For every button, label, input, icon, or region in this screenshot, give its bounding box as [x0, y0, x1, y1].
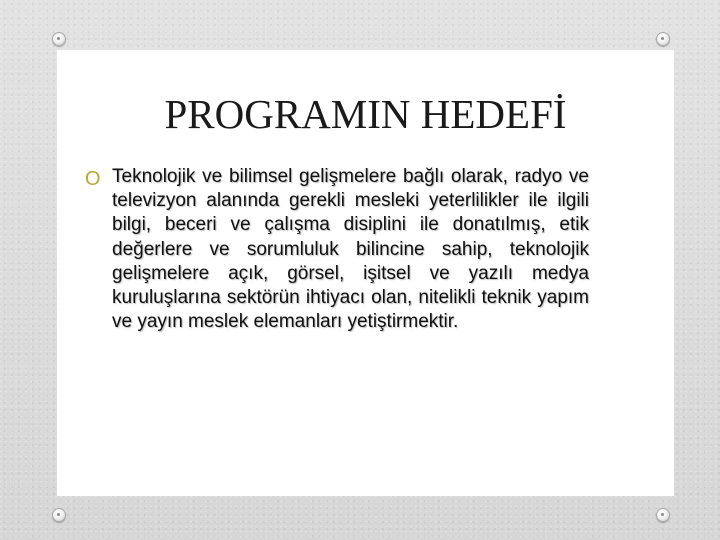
bullet-circle-icon: O: [85, 168, 101, 190]
pin-top-left-icon: [52, 32, 66, 46]
pin-bottom-right-icon: [656, 508, 670, 522]
bullet-text: Teknolojik ve bilimsel gelişmelere bağlı olarak, radyo ve televizyon alanında gerekli mesleki yeterlilikler ile ilgili bilgi, beceri ve çalışma disiplini ile donatılmış, etik değerlere ve sorumluluk bilincine sahip, teknolojik gelişmelere açık, görsel, işitsel ve yazılı medya kuruluşlarına sektörün ihtiyacı olan, nitelikli teknik yapım ve yayın meslek elemanları yetiştirmektir.: [112, 166, 589, 333]
slide-title: PROGRAMIN HEDEFİ: [164, 91, 567, 137]
pin-top-right-icon: [656, 32, 670, 46]
bullet-item: [85, 165, 589, 334]
pin-bottom-left-icon: [52, 508, 66, 522]
